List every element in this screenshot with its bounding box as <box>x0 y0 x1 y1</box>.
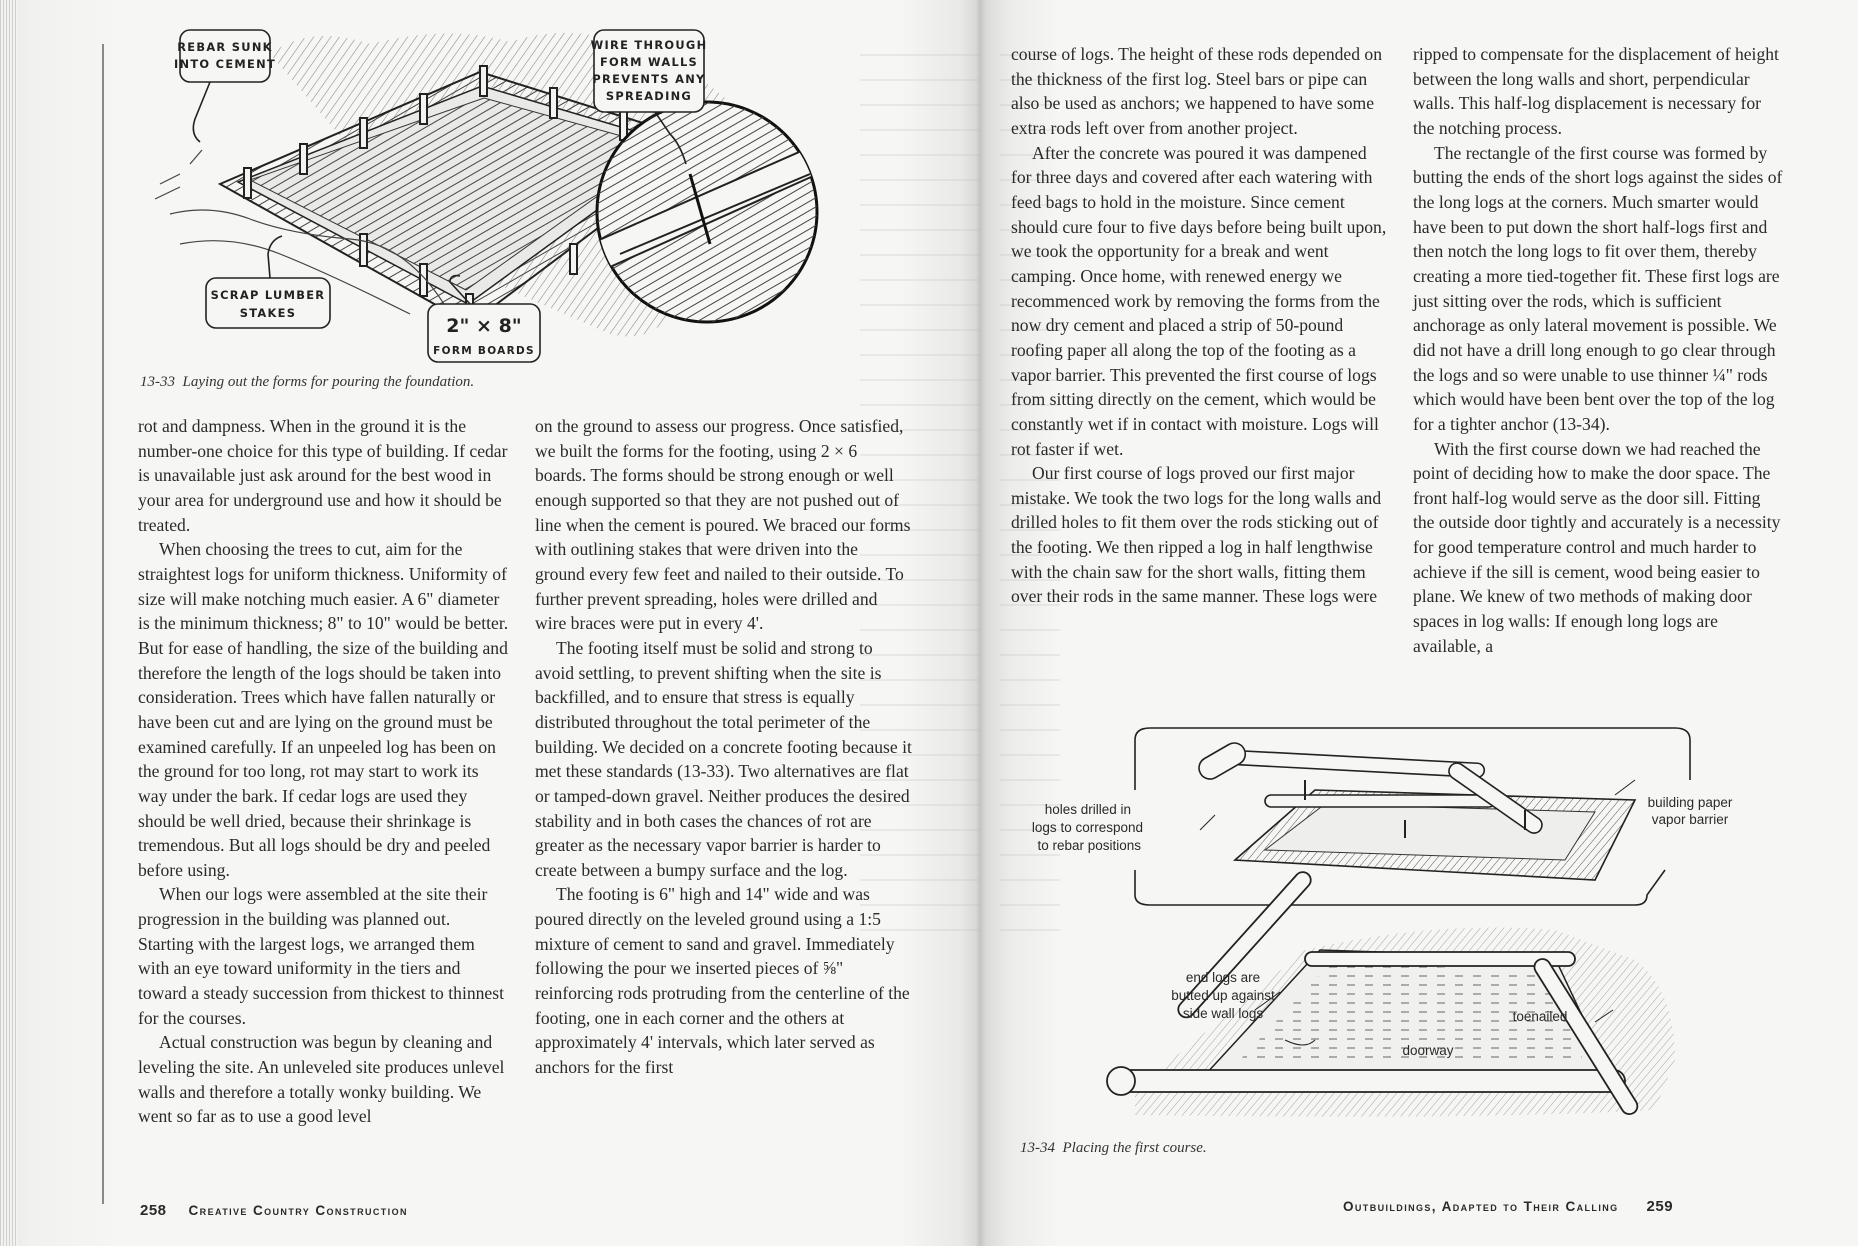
callout-scrap-line1: SCRAP LUMBER <box>210 288 326 302</box>
running-head: Creative Country Construction <box>188 1203 408 1218</box>
caption-number: 13-33 <box>140 374 175 390</box>
page-edge <box>0 0 18 1246</box>
figure-13-33 <box>150 14 840 374</box>
right-column-1 <box>1011 42 1389 609</box>
caption-text: Placing the first course. <box>1062 1140 1207 1156</box>
paragraph: Actual construction was begun by cleaning and leveling the site. An unleveled site produces unlevel walls and therefore a totally wonky building. We went so far as to use a good level <box>138 1032 505 1127</box>
paragraph: course of logs. The height of these rods depended on the thickness of the first log. Steel bars or pipe can also be used as anchors; we happened to have some extra rods left over from another project. <box>1011 44 1383 138</box>
callout-boards-line1: 2" × 8" <box>446 315 522 337</box>
label-endlogs-line3: side wall logs <box>1182 1006 1264 1021</box>
paragraph: The footing itself must be solid and strong to avoid settling, to prevent shifting when the site is backfilled, and to ensure that stress is equally distributed throughout the total perimeter of the building. We decided on a concrete footing because it met these standards (13-33). Two alternatives are flat or tamped-down gravel. Neither produces the desired stability and in both cases the chances of rot are greater as the necessary vapor barrier is harder to create between a bumpy surface and the log. <box>535 637 912 880</box>
paragraph: With the first course down we had reached the point of deciding how to make the door space. The front half-log would serve as the door sill. Fitting the outside door tightly and accurately is a necessity for good temperature control and much harder to achieve if the sill is cement, wood being easier to plane. We knew of two methods of making door spaces in log walls: If enough long logs are available, a <box>1413 438 1781 656</box>
callout-rebar-line1: REBAR SUNK <box>177 40 273 54</box>
callout-wire-line2: FORM WALLS <box>599 55 699 69</box>
label-paper-line1: building paper <box>1647 795 1733 810</box>
caption-text: Laying out the forms for pouring the foundation. <box>182 374 475 390</box>
margin-rule <box>102 44 104 1204</box>
caption-number: 13-34 <box>1020 1140 1055 1156</box>
running-head: Outbuildings, Adapted to Their Calling <box>1343 1199 1619 1214</box>
paragraph: Our first course of logs proved our first major mistake. We took the two logs for the long walls and drilled holes to fit them over the rods sticking out of the footing. We then ripped a log in half lengthwise with the chain saw for the short walls, fitting them over their rods in the same manner. These logs were <box>1011 463 1382 607</box>
label-holes-line2: logs to correspond <box>1031 820 1143 835</box>
right-column-2 <box>1413 42 1783 658</box>
label-endlogs-line2: butted up against <box>1171 988 1275 1003</box>
caption-13-33 <box>140 374 474 391</box>
callout-boards-line2: FORM BOARDS <box>433 345 535 357</box>
paragraph: The footing is 6" high and 14" wide and was poured directly on the leveled ground using a 1:5 mixture of cement to sand and gravel. Immediately following the pour we inserted pieces of ⅝" reinforcing rods protruding from the centerline of the footing, one in each corner and the others at approximately 4' intervals, which later served as anchors for the first <box>535 884 910 1078</box>
callout-rebar-line2: INTO CEMENT <box>173 57 277 71</box>
label-paper-line2: vapor barrier <box>1651 812 1729 827</box>
paragraph: When choosing the trees to cut, aim for the straightest logs for uniform thickness. Uniformity of size will make notching much easier. A 6" diameter is the minimum thickness; 8" to 10" would be better. But for ease of handling, the size of the building and therefore the length of the logs should be taken into consideration. Trees which have fallen naturally or have been cut and are lying on the ground must be examined carefully. If an unpeeled log has been on the ground for too long, rot may start to work its way under the bark. If cedar logs are used they should be well dried, because their shrinkage is tremendous. But all logs should be dry and peeled before using. <box>138 539 509 880</box>
callout-wire-line4: SPREADING <box>605 89 693 103</box>
callout-wire-line1: WIRE THROUGH <box>590 38 708 52</box>
paragraph: The rectangle of the first course was formed by butting the ends of the short logs against the sides of the long logs at the corners. Much smarter would have been to put down the short half-logs first and then notch the long logs to fit over them, thereby creating a more tied-together fit. These first logs are just sitting over the rods, which is sufficient anchorage as only lateral movement is possible. We did not have a drill long enough to go clear through the logs and so were unable to use thinner ¼" rods which would have been bent over the top of the log for a tighter anchor (13-34). <box>1413 142 1783 434</box>
paragraph: When our logs were assembled at the site their progression in the building was planned out. Starting with the largest logs, we arranged them with an eye toward uniformity in the tiers and toward a steady succession from thickest to thinnest for the courses. <box>138 884 504 1028</box>
paragraph: After the concrete was poured it was dampened for three days and covered after each watering with feed bags to hold in the moisture. Since cement should cure four to five days before being built upon, we took the opportunity for a break and went camping. Once home, with renewed energy we recommenced work by removing the forms from the now dry cement and placed a strip of 50-pound roofing paper all along the top of the footing as a vapor barrier. This prevented the first course of logs from sitting directly on the cement, which would be constantly wet if in contact with moisture. Logs will rot faster if wet. <box>1011 142 1387 459</box>
left-column-1 <box>138 414 510 1129</box>
paragraph: on the ground to assess our progress. Once satisfied, we built the forms for the footing, using 2 × 6 boards. The forms should be strong enough or well enough supported so that they are not pushed out of line when the cement is poured. We braced our forms with outlining stakes that were driven into the ground every few feet and nailed to their outside. To further prevent spreading, holes were drilled and wire braces were put in every 4'. <box>535 416 911 634</box>
page-number: 258 <box>140 1202 167 1219</box>
label-doorway: doorway <box>1402 1043 1454 1058</box>
left-footer <box>140 1202 408 1219</box>
paragraph: rot and dampness. When in the ground it is the number-one choice for this type of building. If cedar is unavailable just ask around for the best wood in your area for underground use and how it should be treated. <box>138 416 508 535</box>
page-number: 259 <box>1646 1198 1674 1215</box>
label-holes-line1: holes drilled in <box>1044 802 1131 817</box>
callout-wire-line3: PREVENTS ANY <box>592 72 706 86</box>
label-holes-line3: to rebar positions <box>1037 838 1141 853</box>
caption-13-34 <box>1020 1140 1207 1157</box>
label-endlogs-line1: end logs are <box>1185 970 1261 985</box>
callout-scrap-line2: STAKES <box>239 306 297 320</box>
right-footer <box>1343 1198 1673 1215</box>
figure-13-34 <box>1031 720 1755 1130</box>
label-toenailed: toenailed <box>1512 1009 1568 1024</box>
left-column-2 <box>535 414 912 1080</box>
paragraph: ripped to compensate for the displacement of height between the long walls and short, perpendicular walls. This half-log displacement is necessary for the notching process. <box>1413 44 1779 138</box>
